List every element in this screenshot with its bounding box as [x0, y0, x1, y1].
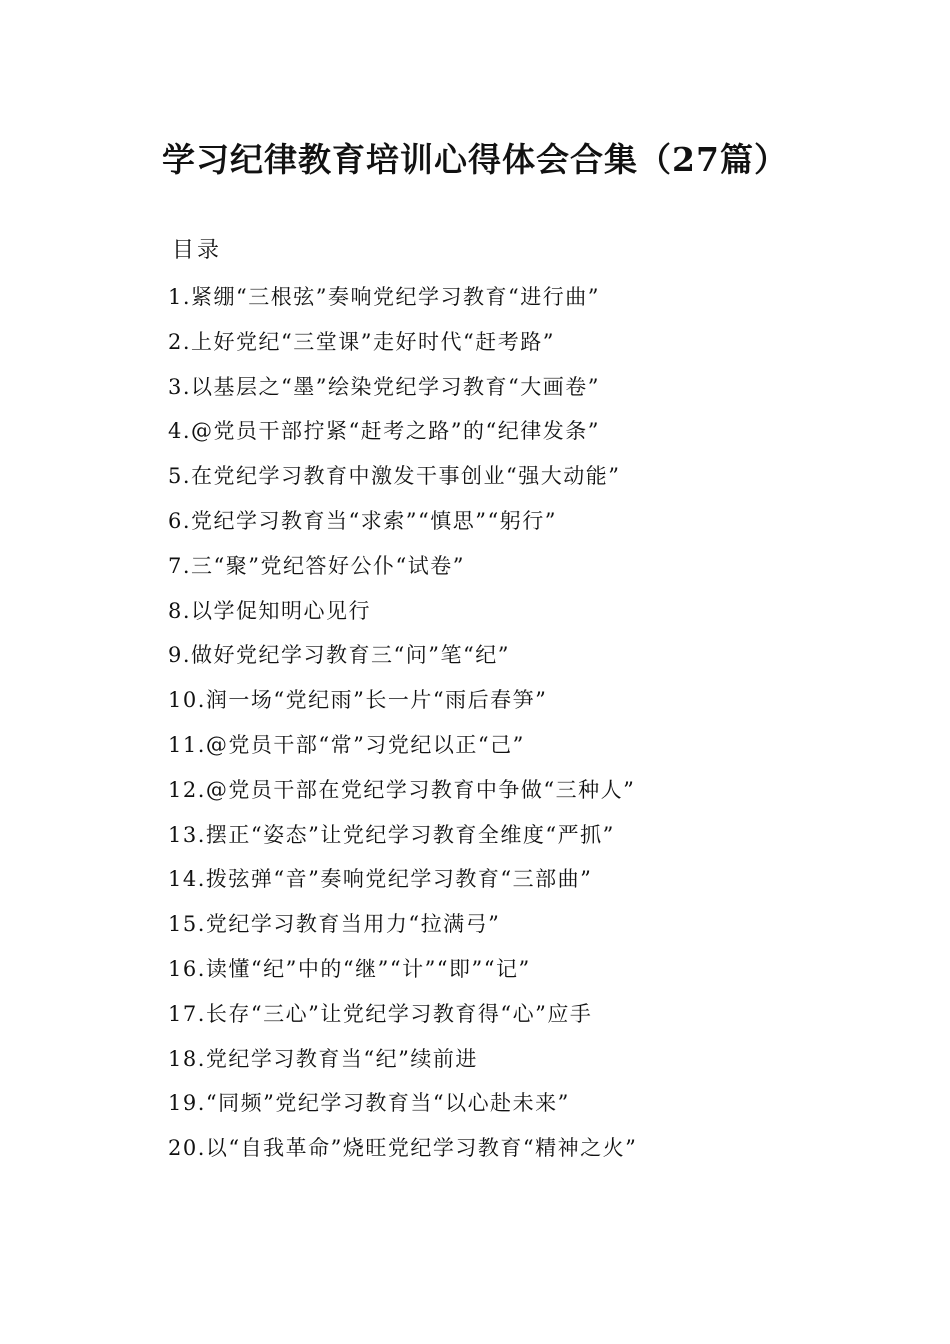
- toc-item-2: 2.上好党纪“三堂课”走好时代“赶考路”: [168, 329, 555, 354]
- toc-item-19: 19.“同频”党纪学习教育当“以心赴未来”: [168, 1091, 570, 1116]
- toc-item-8: 8.以学促知明心见行: [168, 598, 372, 623]
- toc-item-4: 4.@党员干部拧紧“赶考之路”的“纪律发条”: [168, 419, 600, 444]
- toc-item-3: 3.以基层之“墨”绘染党纪学习教育“大画卷”: [168, 374, 600, 399]
- toc-item-17: 17.长存“三心”让党纪学习教育得“心”应手: [168, 1001, 593, 1026]
- toc-item-9: 9.做好党纪学习教育三“问”笔“纪”: [168, 643, 510, 668]
- toc-item-12: 12.@党员干部在党纪学习教育中争做“三种人”: [168, 777, 636, 802]
- toc-item-10: 10.润一场“党纪雨”长一片“雨后春笋”: [168, 688, 548, 713]
- toc-item-7: 7.三“聚”党纪答好公仆“试卷”: [168, 553, 465, 578]
- document-title: 学习纪律教育培训心得体会合集（27篇）: [162, 140, 788, 179]
- toc-item-16: 16.读懂“纪”中的“继”“计”“即”“记”: [168, 956, 531, 981]
- toc-item-20: 20.以“自我革命”烧旺党纪学习教育“精神之火”: [168, 1136, 638, 1161]
- toc-item-14: 14.拨弦弹“音”奏响党纪学习教育“三部曲”: [168, 867, 593, 892]
- toc-item-11: 11.@党员干部“常”习党纪以正“己”: [168, 732, 525, 757]
- toc-list: [168, 280, 888, 1176]
- toc-item-6: 6.党纪学习教育当“求索”“慎思”“躬行”: [168, 508, 557, 533]
- toc-item-15: 15.党纪学习教育当用力“拉满弓”: [168, 912, 501, 937]
- toc-item-13: 13.摆正“姿态”让党纪学习教育全维度“严抓”: [168, 822, 615, 847]
- toc-item-18: 18.党纪学习教育当“纪”续前进: [168, 1046, 478, 1071]
- toc-heading: 目录: [172, 238, 223, 263]
- toc-item-5: 5.在党纪学习教育中激发干事创业“强大动能”: [168, 464, 621, 489]
- toc-item-1: 1.紧绷“三根弦”奏响党纪学习教育“进行曲”: [168, 285, 600, 309]
